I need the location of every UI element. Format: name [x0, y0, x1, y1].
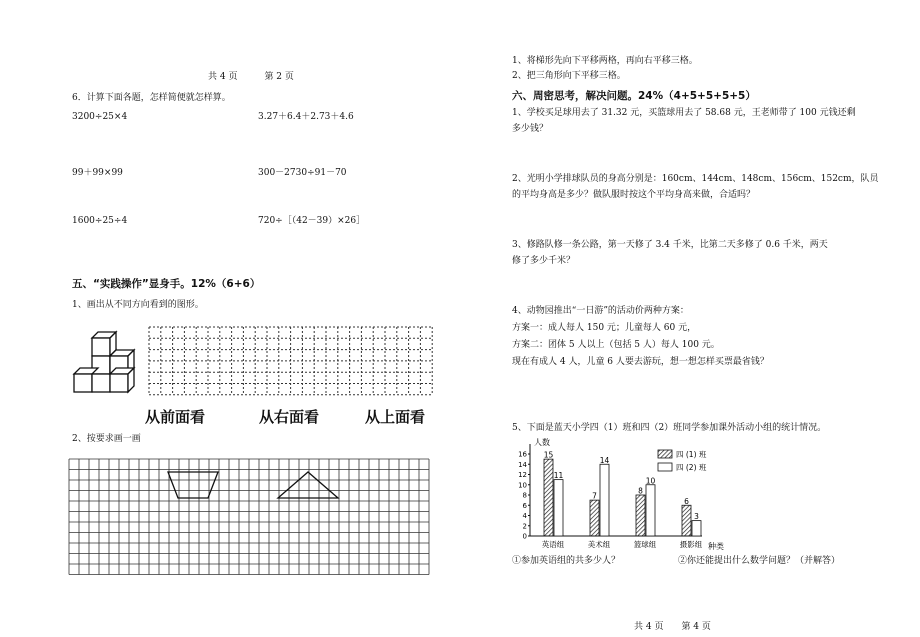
- cube-stack-figure: [70, 320, 150, 408]
- problem-4-line-4: 现在有成人 4 人，儿童 6 人要去游玩，想一想怎样买票最省钱？: [512, 357, 769, 367]
- section-5-q1: 1、画出从不同方向看到的图形。: [72, 300, 204, 310]
- chart-data-label: 6: [684, 496, 689, 506]
- chart-data-label: 8: [638, 486, 643, 496]
- calc-2: 3.27＋6.4＋2.73＋4.6: [258, 112, 354, 122]
- chart-y-tick-label: 10: [518, 481, 527, 490]
- chart-y-tick-label: 2: [522, 522, 527, 531]
- chart-ylabel: 人数: [534, 438, 550, 447]
- calc-1: 3200÷25×4: [72, 112, 128, 122]
- problem-2-line-2: 的平均身高是多少？做队服时按这个平均身高来做，合适吗？: [512, 190, 756, 200]
- question-a: ①参加英语组的共多少人？: [512, 556, 621, 566]
- chart-bar: [544, 459, 553, 536]
- view-label-front: 从前面看: [145, 408, 206, 426]
- problem-1-line-2: 多少钱？: [512, 124, 549, 134]
- page-footer-right: 共 4 页 第 4 页: [634, 622, 711, 632]
- problem-3-line-2: 修了多少千米？: [512, 256, 576, 266]
- legend-swatch-class-2: [658, 463, 672, 471]
- legend-label-class-1: 四 (1) 班: [676, 450, 707, 459]
- calc-3: 99＋99×99: [72, 168, 123, 178]
- chart-bar: [590, 500, 599, 536]
- chart-y-tick-label: 6: [522, 501, 527, 510]
- q6-title: 6．计算下面各题，怎样简便就怎样算。: [72, 93, 231, 103]
- problem-5-title: 5、下面是蓝天小学四（1）班和四（2）班同学参加课外活动小组的统计情况。: [512, 423, 827, 433]
- view-label-right: 从右面看: [259, 408, 320, 426]
- chart-bar: [692, 521, 701, 536]
- section-5-q2: 2、按要求画一画: [72, 434, 141, 444]
- chart-category-label: 篮球组: [633, 540, 657, 549]
- view-label-top: 从上面看: [365, 408, 426, 426]
- activity-bar-chart: [508, 436, 738, 556]
- chart-bar: [682, 505, 691, 536]
- chart-bar: [554, 480, 563, 536]
- chart-y-tick-label: 8: [522, 491, 527, 500]
- instruction-1: 1、将梯形先向下平移两格，再向右平移三格。: [512, 56, 698, 66]
- chart-y-tick-label: 4: [522, 512, 527, 520]
- calc-6: 720÷［（42－39）×26］: [258, 216, 366, 226]
- calc-5: 1600÷25÷4: [72, 216, 128, 226]
- chart-y-tick-label: 16: [518, 450, 527, 459]
- instruction-2: 2、把三角形向下平移三格。: [512, 71, 626, 81]
- problem-1-line-1: 1、学校买足球用去了 31.32 元，买篮球用去了 58.68 元，王老师带了 100 元钱还剩: [512, 108, 856, 118]
- chart-category-label: 摄影组: [679, 540, 703, 549]
- chart-xlabel: 种类: [708, 542, 724, 551]
- chart-y-tick-label: 12: [518, 471, 527, 479]
- chart-data-label: 11: [553, 471, 564, 481]
- chart-data-label: 10: [645, 476, 656, 486]
- problem-4-line-3: 方案二：团体 5 人以上（包括 5 人）每人 100 元。: [512, 340, 720, 350]
- translation-grid[interactable]: [68, 458, 434, 576]
- chart-data-label: 15: [543, 450, 554, 460]
- page-header-left: 共 4 页 第 2 页: [208, 72, 294, 82]
- chart-data-label: 3: [694, 512, 699, 522]
- problem-2-line-1: 2、光明小学排球队员的身高分别是：160cm、144cm、148cm、156cm、152cm，队员: [512, 174, 879, 184]
- trapezoid-shape: [168, 472, 218, 498]
- section-6-title: 六、周密思考，解决问题。24%（4+5+5+5+5）: [512, 90, 756, 102]
- problem-4-line-2: 方案一：成人每人 150 元；儿童每人 60 元，: [512, 323, 697, 333]
- chart-data-label: 14: [599, 455, 610, 465]
- chart-y-tick-label: 0: [522, 532, 527, 541]
- chart-bar: [636, 495, 645, 536]
- chart-y-tick-label: 14: [518, 460, 527, 469]
- problem-4-line-1: 4、动物园推出“一日游”的活动价两种方案：: [512, 306, 689, 316]
- legend-label-class-2: 四 (2) 班: [676, 463, 707, 472]
- chart-data-label: 7: [592, 491, 597, 501]
- chart-bar: [646, 485, 655, 536]
- chart-bar: [600, 464, 609, 536]
- chart-category-label: 美术组: [587, 540, 611, 549]
- dashed-drawing-grid[interactable]: [148, 326, 433, 396]
- section-5-title: 五、“实践操作”显身手。12%（6+6）: [72, 278, 261, 290]
- calc-4: 300－2730÷91－70: [258, 168, 347, 178]
- legend-swatch-class-1: [658, 450, 672, 458]
- question-b: ②你还能提出什么数学问题？（并解答）: [678, 556, 841, 566]
- problem-3-line-1: 3、修路队修一条公路，第一天修了 3.4 千米，比第二天多修了 0.6 千米，两天: [512, 240, 828, 250]
- chart-category-label: 英语组: [541, 540, 565, 549]
